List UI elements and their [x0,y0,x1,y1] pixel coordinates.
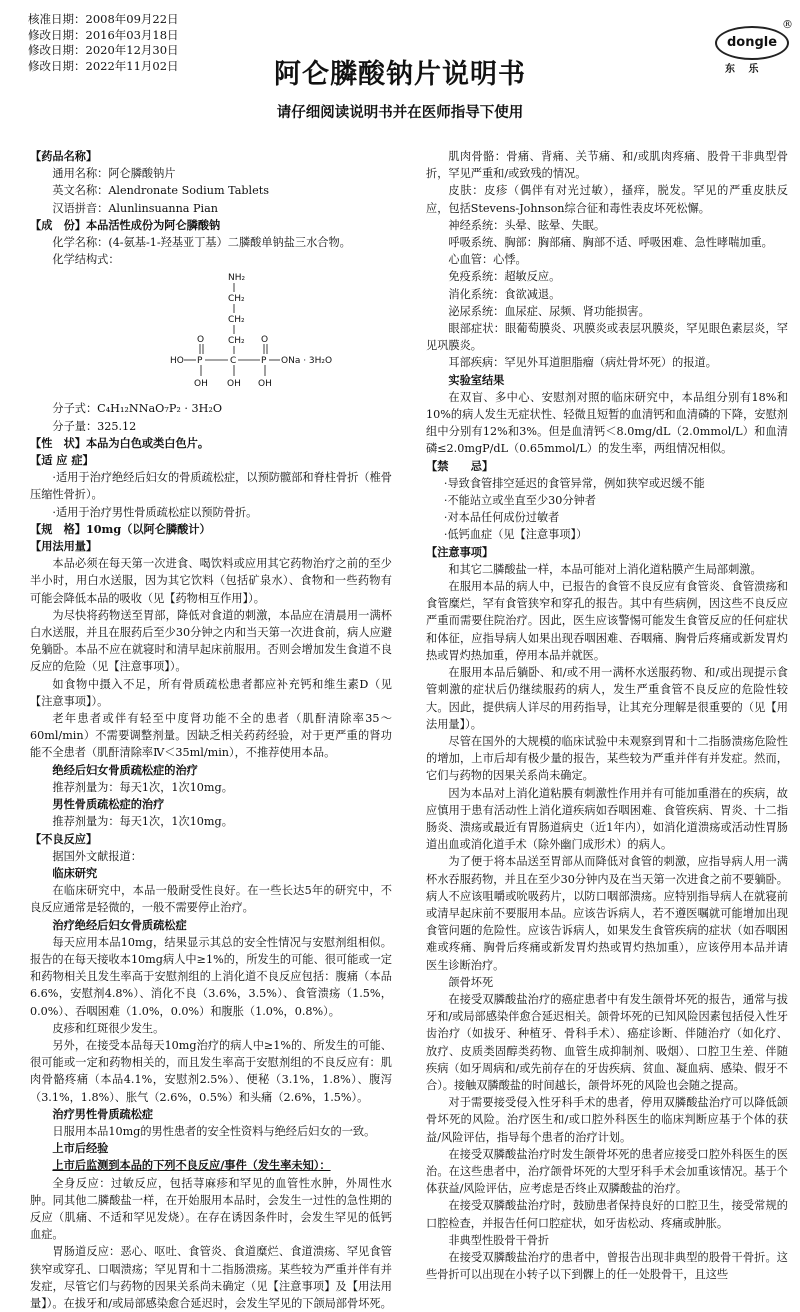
paragraph: 尽管在国外的大规模的临床试验中未观察到胃和十二指肠溃疡危险性的增加，上市后却有极少量的报告，某些较为严重并伴有并发症。然而，它们与药物的因果关系尚未确定。 [426,734,788,783]
paragraph: 每天应用本品10mg，结果显示其总的安全性情况与安慰剂组相似。报告的在每天接收本10mg病人中≥1%的，所发生的可能、很可能或一定和药物相关且发生率高于安慰剂组的上消化道不良反应包括：腹痛（本品6.6%，安慰剂4.8%）、消化不良（3.6%，3.5%）、食管溃疡（1.5%，0.0%）、吞咽困难（1.0%，0.0%）和腹胀（1.0%，0.8%）。 [30,935,392,1018]
section-heading: 【适 应 症】 [30,453,94,468]
paragraph: 推荐剂量为：每天1次，1次10mg。 [52,815,233,829]
paragraph: 在接受双膦酸盐治疗时发生颌骨坏死的患者应接受口腔外科医生的医治。在这些患者中，治疗颌骨坏死的大型牙科手术会加重该情况。基于个体获益/风险评估，应考虑是否终止双膦酸盐的治疗。 [426,1147,788,1196]
paragraph: 为了便于将本品送至胃部从而降低对食管的刺激，应指导病人用一满杯水吞服药物，并且在至少30分钟内及在当天第一次进食之前不要躺卧。病人不应该咀嚼或吮吸药片，以防口咽部溃疡。应特别指导病人在就寝前或清早起床前不要服用本品。应该告诉病人，若不遵医嘱就可能增加出现食管问题的危险性。应该告诉病人，如果发生食管疾病的症状（如吞咽困难或疼痛、胸骨后疼痛或新发胃灼热或胃灼热加重），应该停用本品并请医生诊断治疗。 [426,855,788,972]
paragraph: 绝经后妇女骨质疏松症的治疗 [52,762,198,777]
hydroxyl-1: OH [194,379,208,390]
paragraph: 在接受双膦酸盐治疗的患者中，曾报告出现非典型的股骨干骨折。这些骨折可以出现在小转子以下到髁上的任一处股骨干，且这些 [426,1251,788,1282]
paragraph: 为尽快将药物送至胃部，降低对食道的刺激，本品应在清晨用一满杯白水送服，并且在服药后至少30分钟之内和当天第一次进食前，病人应避免躺卧。本品不应在就寝时和清早起床前服用。否则会增加发生食道不良反应的危险（见【注意事项】）。 [30,608,392,674]
document-subtitle: 请仔细阅读说明书并在医师指导下使用 [276,105,524,121]
paragraph: 神经系统：头晕、眩晕、失眠。 [448,218,606,232]
paragraph: 眼部症状：眼葡萄膜炎、巩膜炎或表层巩膜炎，罕见眼色素层炎，罕见巩膜炎。 [426,322,788,353]
paragraph: 对于需要接受侵入性牙科手术的患者，停用双膦酸盐治疗可以降低颌骨坏死的风险。治疗医生和/或口腔外科医生的临床判断应基于个体的获益/风险评估，指导每个患者的治疗计划。 [426,1096,788,1144]
section-heading: 【性 状】本品为白色或类白色片。 [30,435,210,450]
section-heading: 【成 份】本品活性成份为阿仑膦酸钠 [30,217,221,232]
paragraph: 免疫系统：超敏反应。 [448,270,561,284]
paragraph: 胃肠道反应：恶心、呕吐、食管炎、食道糜烂、食道溃疡、罕见食管狭窄或穿孔、口咽溃疡；罕见胃和十二指肠溃疡。某些较为严重并伴有并发症，尽管它们与药物的因果关系尚未确定（见【注意事项】及【用法用量】）。在拔牙和/或局部感染愈合延迟时，会发生罕见的下颌局部骨坏死。 [30,1245,392,1310]
paragraph: 颌骨坏死 [448,975,494,989]
phosphorus-1: P [197,356,203,367]
paragraph: 推荐剂量为：每天1次，1次10mg。 [52,780,233,794]
paragraph: 本品必须在每天第一次进食、喝饮料或应用其它药物治疗之前的至少半小时，用白水送服，因为其它饮料（包括矿泉水）、食物和一些药物有可能会降低本品的吸收（见【药物相互作用】）。 [30,557,392,605]
paragraph: 在接受双膦酸盐治疗时，鼓励患者保持良好的口腔卫生，接受常规的口腔检查，并报告任何口腔症状，如牙齿松动、疼痛或肿胀。 [426,1199,788,1230]
paragraph: ·适用于治疗男性骨质疏松症以预防骨折。 [52,505,258,519]
right-column [426,148,788,1283]
ch2-label-a: CH₂ [228,294,245,305]
hydroxyl-left: HO [170,356,184,367]
section-heading: 【不良反应】 [30,831,98,846]
chemical-structure [30,270,392,398]
paragraph: 分子式：C₄H₁₂NNaO₇P₂ · 3H₂O [52,402,223,416]
logo-mark: dongle [715,26,789,60]
paragraph: ·导致食管排空延迟的食管异常，例如狭窄或迟缓不能 [443,476,705,490]
paragraph: 据国外文献报道： [52,849,142,863]
hydroxyl-3: OH [258,379,272,390]
paragraph: 皮疹和红斑很少发生。 [52,1021,165,1035]
paragraph: 男性骨质疏松症的治疗 [52,797,165,812]
hydroxyl-2: OH [227,379,241,390]
paragraph: 因为本品对上消化道粘膜有刺激性作用并有可能加重潜在的疾病，故应慎用于患有活动性上消化道疾病如吞咽困难、食管疾病、胃炎、十二指肠炎、溃疡或最近有胃肠道病史（近1年内），如消化道溃疡或活动性胃肠道出血或消化道手术（除外幽门成形术）的病人。 [426,786,788,852]
paragraph: 化学名称：(4-氨基-1-羟基亚丁基）二膦酸单钠盐三水合物。 [52,236,351,250]
paragraph: ·低钙血症（见【注意事项】） [443,528,588,542]
section-heading: 【禁 忌】 [426,458,494,473]
paragraph: 耳部疾病：罕见外耳道胆脂瘤（病灶骨坏死）的报道。 [448,356,717,370]
phosphorus-2: P [261,356,267,367]
oxygen-1: O [197,335,205,346]
paragraph: 呼吸系统、胸部：胸部痛、胸部不适、呼吸困难、急性哮喘加重。 [448,236,773,250]
ch2-label-c: CH₂ [228,336,245,347]
section-heading: 【用法用量】 [30,539,98,554]
paragraph: 心血管：心悸。 [448,253,527,267]
approval-date: 核准日期：2008年09月22日 [28,12,179,26]
paragraph: ·适用于治疗绝经后妇女的骨质疏松症，以预防髋部和脊柱骨折（椎骨压缩性骨折）。 [30,471,392,502]
paragraph: 老年患者或伴有轻至中度肾功能不全的患者（肌酐清除率35～60ml/min）不需要调整剂量。因缺乏相关药药经验，对于更严重的肾功能不全患者（肌酐清除率Ⅳ＜35ml/min），不推荐使用本品。 [30,712,392,760]
revision-date-3: 修改日期：2022年11月02日 [28,58,179,73]
paragraph: 非典型性股骨干骨折 [448,1233,550,1247]
paragraph: 全身反应：过敏反应，包括荨麻疹和罕见的血管性水肿，外周性水肿。同其他二膦酸盐一样，在开始服用本品时，会发生一过性的急性期的反应（肌痛、不适和罕见发烧）。在存在诱因条件时，会发生罕见的低钙血症。 [30,1176,392,1242]
logo-chinese: 东 乐 [725,64,759,75]
section-heading: 【注意事项】 [426,544,494,559]
paragraph: 在临床研究中，本品一般耐受性良好。在一些长达5年的研究中，不良反应通常是轻微的，一般不需要停止治疗。 [30,884,392,915]
paragraph: 泌尿系统：血尿症、尿频、肾功能损害。 [448,304,650,318]
amine-label: NH₂ [228,273,246,284]
paragraph: 英文名称：Alendronate Sodium Tablets [52,184,269,198]
left-column [30,148,392,1312]
paragraph: 皮肤：皮疹（偶伴有对光过敏），搔痒，脱发。罕见的严重皮肤反应，包括Stevens-Johnson综合征和毒性表皮坏死松懈。 [426,184,788,215]
paragraph: 化学结构式： [52,253,120,267]
paragraph: 在服用本品后躺卧、和/或不用一满杯水送服药物、和/或出现提示食管刺激的症状后仍继续服药的病人，发生严重食管不良反应的危险性较大。因此，提供病人详尽的用药指导，让其充分理解是很重要的（见【用法用量】）。 [426,666,788,731]
paragraph: ·不能站立或坐直至少30分钟者 [443,494,596,508]
sodium-hydrate-label: ONa · 3H₂O [281,356,333,367]
paragraph: 肌肉骨骼：骨痛、背痛、关节痛、和/或肌肉疼痛、股骨干非典型骨折，罕见严重和/或致残的情况。 [426,150,788,181]
chemical-structure-diagram [170,270,370,398]
document-title: 阿仑膦酸钠片说明书 [274,59,526,90]
paragraph: 在服用本品的病人中，已报告的食管不良反应有食管炎、食管溃疡和食管糜烂，罕有食管狭窄和穿孔的报告。其中有些病例，因这些不良反应严重而需要住院治疗。因此，医生应该警惕可能发生食管反应的任何症状和体征，应指导病人如果出现吞咽困难、吞咽痛、胸骨后疼痛或新发胃灼热或胃灼热加重，停用本品并就医。 [426,580,788,662]
paragraph: 如食物中摄入不足，所有骨质疏松患者都应补充钙和维生素D（见【注意事项】）。 [30,677,392,708]
paragraph: 消化系统：食欲减退。 [448,287,561,301]
revision-date-2: 修改日期：2020年12月30日 [28,43,179,57]
paragraph: 在双盲、多中心、安慰剂对照的临床研究中，本品组分别有18%和10%的病人发生无症状性、轻微且短暂的血清钙和血清磷的下降，安慰剂组中分别有12%和3%。但是血清钙＜8.0mg/dL（2.0mmol/L）和血清磷≤2.0mgP/dL（0.65mmol/L）的发生率，两组情况相似。 [426,390,788,456]
paragraph: 上市后经验 [52,1141,109,1156]
carbon-label: C [230,356,237,367]
revision-date-1: 修改日期：2016年03月18日 [28,27,179,42]
section-heading: 【药品名称】 [30,149,98,163]
paragraph: 分子量：325.12 [52,419,137,433]
paragraph: 日服用本品10mg的男性患者的安全性资料与绝经后妇女的一致。 [52,1124,376,1138]
paragraph: 治疗男性骨质疏松症 [52,1106,154,1121]
paragraph: 和其它二膦酸盐一样，本品可能对上消化道粘膜产生局部刺激。 [448,562,762,576]
ch2-label-b: CH₂ [228,315,245,326]
registered-icon: ® [782,18,793,31]
paragraph: 在接受双膦酸盐治疗的癌症患者中有发生颌骨坏死的报告，通常与拔牙和/或局部感染伴愈合延迟相关。颌骨坏死的已知风险因素包括侵入性牙齿治疗（如拔牙、种植牙、骨科手术）、癌症诊断、伴随治疗（如化疗、放疗、皮质类固醇类药物、血管生成抑制剂、吸烟）、口腔卫生差、伴随疾病（如牙周病和/或先前存在的牙齿疾病、贫血、凝血病、感染、假牙不合）。接触双膦酸盐的时间越长，颌骨坏死的风险也会随之提高。 [426,992,788,1092]
paragraph: 实验室结果 [448,372,505,387]
paragraph: 另外，在接受本品每天10mg治疗的病人中≥1%的、所发生的可能、很可能或一定和药物相关的，而且发生率高于安慰剂组的不良反应有：肌肉骨骼疼痛（本品4.1%，安慰剂2.5%）、便秘（3.1%，1.8%）、腹泻（3.1%，1.8%）、胀气（2.6%，0.5%）和头痛（2.6%，1.5%）。 [30,1038,392,1104]
paragraph: 治疗绝经后妇女骨质疏松症 [52,917,187,932]
paragraph: 通用名称：阿仑膦酸钠片 [52,167,176,181]
oxygen-2: O [261,335,269,346]
paragraph: 上市后监测到本品的下列不良反应/事件（发生率未知）： [52,1158,331,1173]
section-heading: 【规 格】10mg（以阿仑膦酸计） [30,521,211,536]
paragraph: ·对本品任何成份过敏者 [443,511,560,525]
paragraph: 汉语拼音：Alunlinsuanna Pian [52,201,218,215]
paragraph: 临床研究 [52,865,98,880]
